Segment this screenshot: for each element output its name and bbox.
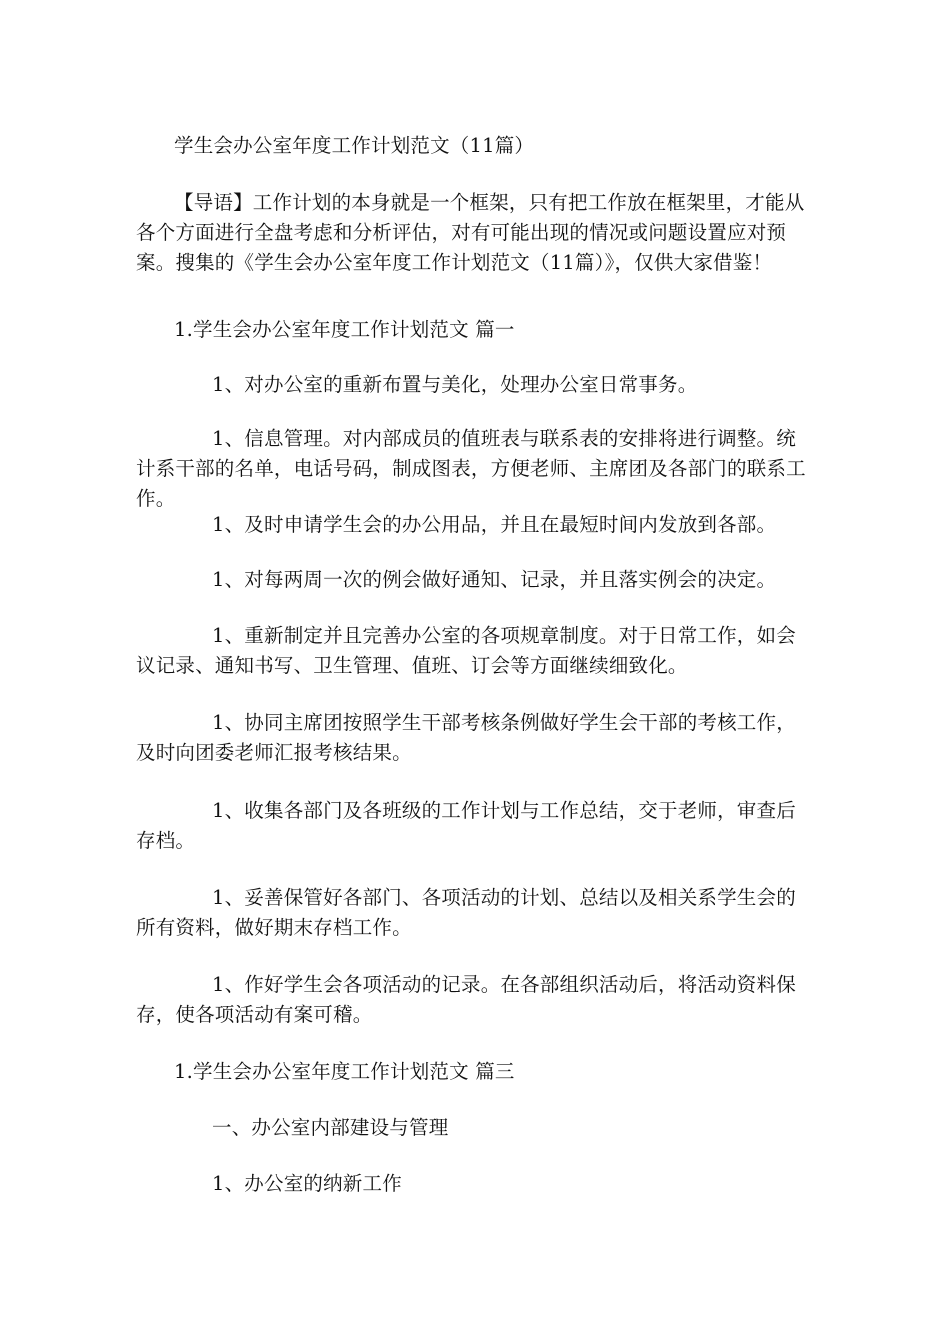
list-item: 1、重新制定并且完善办公室的各项规章制度。对于日常工作，如会议记录、通知书写、卫生管理、值班、订会等方面继续细致化。 [136, 624, 796, 677]
document-title: 学生会办公室年度工作计划范文（11篇） [174, 134, 535, 157]
list-item: 1、办公室的纳新工作 [212, 1172, 402, 1195]
sub-heading: 一、办公室内部建设与管理 [212, 1116, 449, 1139]
list-item: 1、收集各部门及各班级的工作计划与工作总结，交于老师，审查后存档。 [136, 799, 796, 852]
list-item: 1、妥善保管好各部门、各项活动的计划、总结以及相关系学生会的所有资料，做好期末存档工作。 [136, 886, 796, 939]
list-item: 1、协同主席团按照学生干部考核条例做好学生会干部的考核工作，及时向团委老师汇报考核结果。 [136, 711, 796, 764]
intro-paragraph: 【导语】工作计划的本身就是一个框架，只有把工作放在框架里，才能从各个方面进行全盘考虑和分析评估，对有可能出现的情况或问题设置应对预案。搜集的《学生会办公室年度工作计划范文（11篇）》，仅供大家借鉴！ [136, 191, 805, 274]
section-heading-3: 1.学生会办公室年度工作计划范文 篇三 [174, 1060, 515, 1083]
list-item: 1、及时申请学生会的办公用品，并且在最短时间内发放到各部。 [212, 513, 777, 536]
list-item: 1、对办公室的重新布置与美化，处理办公室日常事务。 [212, 373, 698, 396]
list-item: 1、作好学生会各项活动的记录。在各部组织活动后，将活动资料保存，使各项活动有案可稽。 [136, 973, 796, 1026]
list-item: 1、对每两周一次的例会做好通知、记录，并且落实例会的决定。 [212, 568, 777, 591]
section-heading-1: 1.学生会办公室年度工作计划范文 篇一 [174, 318, 515, 341]
list-item: 1、信息管理。对内部成员的值班表与联系表的安排将进行调整。统计系干部的名单，电话号码，制成图表，方便老师、主席团及各部门的联系工作。 [136, 427, 806, 510]
